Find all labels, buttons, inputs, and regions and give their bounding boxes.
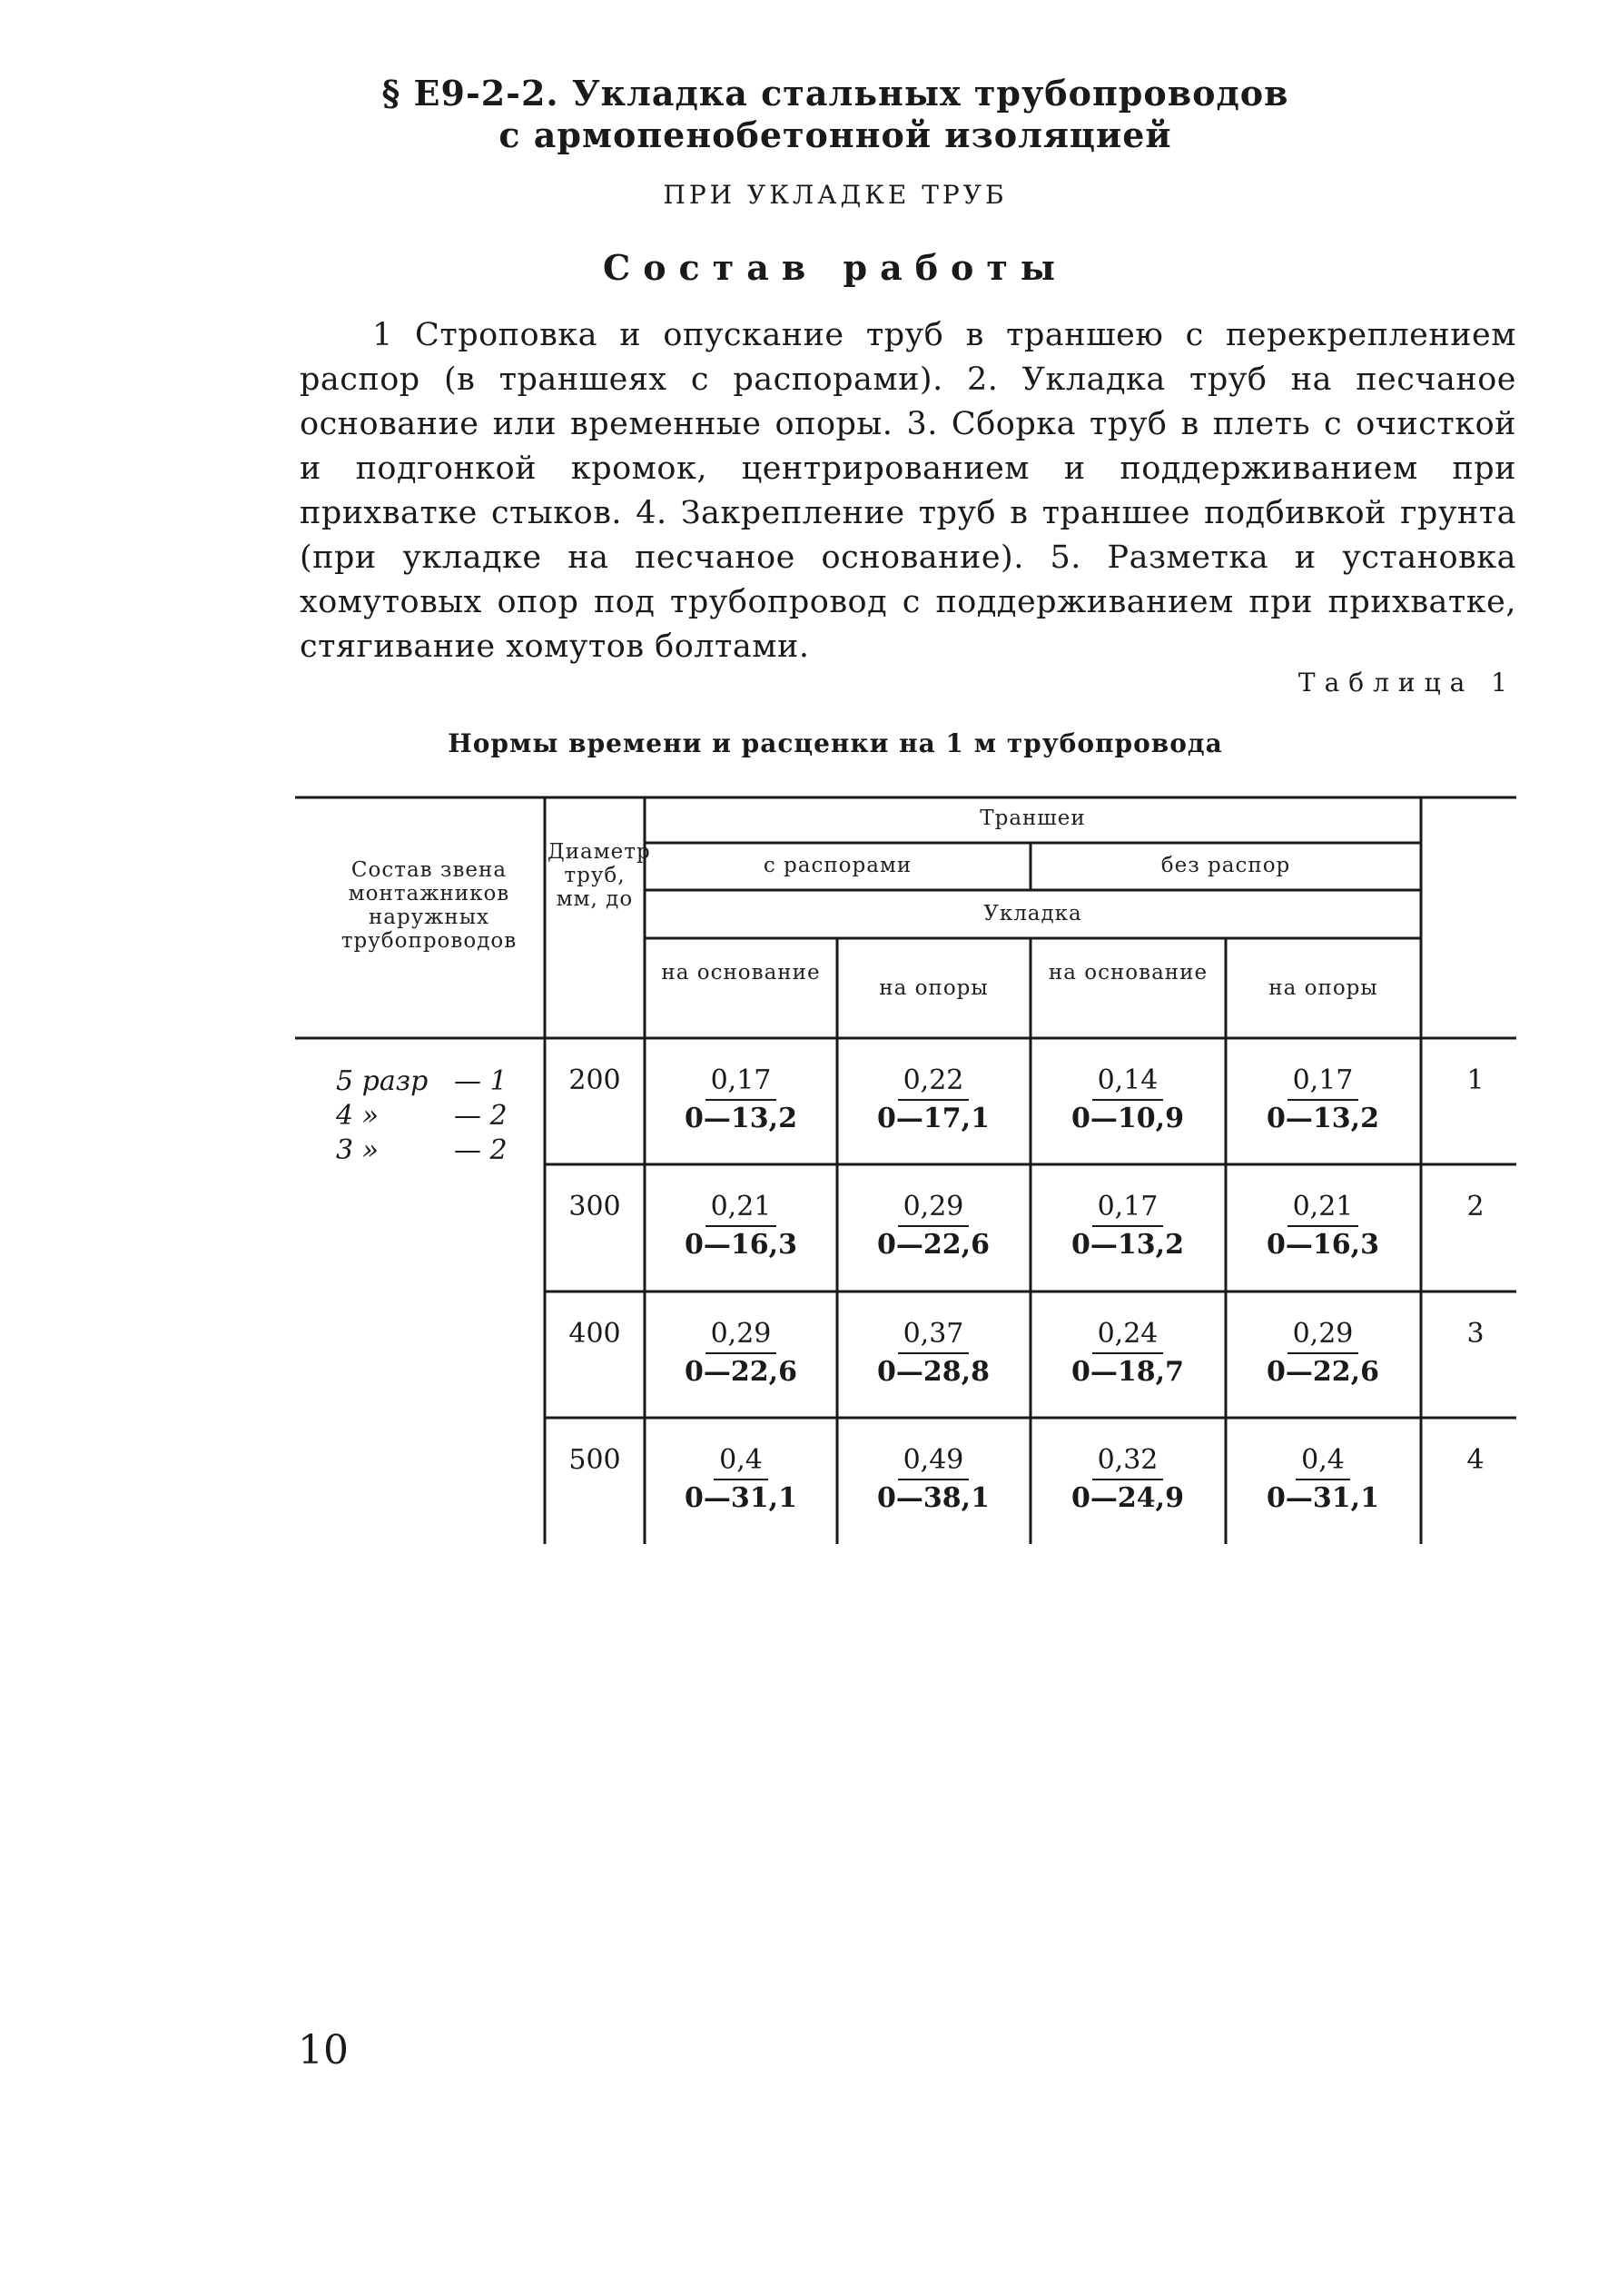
- time-norm: 0,21: [1287, 1191, 1359, 1227]
- section-title-line-2: с армопенобетонной изоляцией: [498, 114, 1172, 155]
- rate-price: 0—24,9: [1071, 1482, 1184, 1514]
- section-title-line-1: § Е9-2-2. Укладка стальных трубопроводов: [381, 73, 1289, 114]
- rate-cell: [1032, 1191, 1223, 1263]
- time-norm: 0,21: [705, 1191, 777, 1227]
- crew-grade: 5 разр: [336, 1065, 429, 1097]
- time-norm: 0,29: [1287, 1318, 1359, 1354]
- rate-cell: [1228, 1318, 1418, 1390]
- diameter-cell: 300: [568, 1191, 621, 1222]
- rate-price: 0—13,2: [1267, 1103, 1379, 1134]
- crew-line: [336, 1099, 527, 1133]
- time-norm: 0,17: [705, 1064, 777, 1101]
- rate-cell: [838, 1444, 1029, 1517]
- crew-count: — 2: [454, 1134, 508, 1166]
- time-norm: 0,29: [705, 1318, 777, 1354]
- row-number: 3: [1466, 1318, 1485, 1350]
- rate-cell: [1032, 1064, 1223, 1137]
- time-norm: 0,37: [898, 1318, 970, 1354]
- rate-cell: [1228, 1064, 1418, 1137]
- rate-cell: [1228, 1191, 1418, 1263]
- rate-price: 0—22,6: [685, 1356, 797, 1388]
- rate-cell: [646, 1064, 836, 1137]
- time-norm: 0,24: [1092, 1318, 1164, 1354]
- header-trenches: Траншеи: [980, 807, 1086, 830]
- header-on-base-2: на основание: [1048, 961, 1209, 985]
- rate-price: 0—10,9: [1071, 1103, 1184, 1134]
- rate-price: 0—28,8: [877, 1356, 990, 1388]
- rate-cell: [838, 1318, 1029, 1390]
- crew-count: — 1: [454, 1065, 508, 1097]
- header-on-supports-2: на опоры: [1268, 976, 1378, 1000]
- work-description: 1 Строповка и опускание труб в траншею с перекреплением распор (в траншеях с распорами). 2. Укладка труб на песчаное основание или временные опоры. 3. Сборка труб в плеть с очисткой и подгонкой кромок, центрированием и поддерживанием при прихватке стыков. 4. Закрепление труб в траншее подбивкой грунта (при укладке на песчаное основание). 5. Разметка и установка хомутовых опор под трубопровод с поддерживанием при прихватке, стягивание хомутов болтами.: [300, 317, 1516, 665]
- crew-line: [336, 1064, 527, 1099]
- table-label: Таблица 1: [1297, 668, 1516, 698]
- time-norm: 0,17: [1287, 1064, 1359, 1101]
- rate-cell: [646, 1318, 836, 1390]
- header-pipe-diameter: Диаметр труб, мм, до: [548, 840, 651, 911]
- rate-cell: [838, 1064, 1029, 1137]
- rate-price: 0—16,3: [685, 1229, 797, 1261]
- time-norm: 0,17: [1092, 1191, 1164, 1227]
- rate-cell: [838, 1191, 1029, 1263]
- header-on-base-1: на основание: [661, 961, 821, 985]
- row-number: 4: [1466, 1444, 1485, 1476]
- crew-grade: 4 »: [336, 1100, 379, 1132]
- header-laying: Укладка: [983, 902, 1082, 925]
- row-number: 2: [1466, 1191, 1485, 1222]
- rate-price: 0—22,6: [1267, 1356, 1379, 1388]
- work-heading: Состав работы: [602, 247, 1069, 288]
- rate-cell: [1032, 1444, 1223, 1517]
- time-norm: 0,32: [1092, 1444, 1164, 1480]
- rate-price: 0—13,2: [1071, 1229, 1184, 1261]
- rate-price: 0—18,7: [1071, 1356, 1184, 1388]
- rate-price: 0—31,1: [1267, 1482, 1379, 1514]
- rate-price: 0—17,1: [877, 1103, 990, 1134]
- header-with-struts: с распорами: [763, 854, 913, 877]
- rate-cell: [1032, 1318, 1223, 1390]
- time-norm: 0,22: [898, 1064, 970, 1101]
- header-without-struts: без распор: [1160, 854, 1291, 877]
- header-crew-composition: Состав звена монтажников наружных трубопроводов: [340, 858, 518, 953]
- diameter-cell: 200: [568, 1064, 621, 1096]
- rate-price: 0—38,1: [877, 1482, 990, 1514]
- time-norm: 0,4: [1296, 1444, 1350, 1480]
- crew-line: [336, 1133, 527, 1168]
- crew-composition: [336, 1064, 527, 1168]
- crew-grade: 3 »: [336, 1134, 379, 1166]
- rate-price: 0—22,6: [877, 1229, 990, 1261]
- rate-cell: [1228, 1444, 1418, 1517]
- page-number: 10: [298, 2027, 349, 2073]
- diameter-cell: 400: [568, 1318, 621, 1350]
- time-norm: 0,4: [714, 1444, 768, 1480]
- time-norm: 0,29: [898, 1191, 970, 1227]
- rate-price: 0—13,2: [685, 1103, 797, 1134]
- time-norm: 0,14: [1092, 1064, 1164, 1101]
- diameter-cell: 500: [568, 1444, 621, 1476]
- rate-price: 0—31,1: [685, 1482, 797, 1514]
- crew-count: — 2: [454, 1100, 508, 1132]
- rate-cell: [646, 1444, 836, 1517]
- time-norm: 0,49: [898, 1444, 970, 1480]
- header-on-supports-1: на опоры: [879, 976, 989, 1000]
- subtitle: ПРИ УКЛАДКЕ ТРУБ: [663, 180, 1008, 210]
- rate-price: 0—16,3: [1267, 1229, 1379, 1261]
- rate-cell: [646, 1191, 836, 1263]
- row-number: 1: [1466, 1064, 1485, 1096]
- table-caption: Нормы времени и расценки на 1 м трубопровода: [448, 728, 1223, 758]
